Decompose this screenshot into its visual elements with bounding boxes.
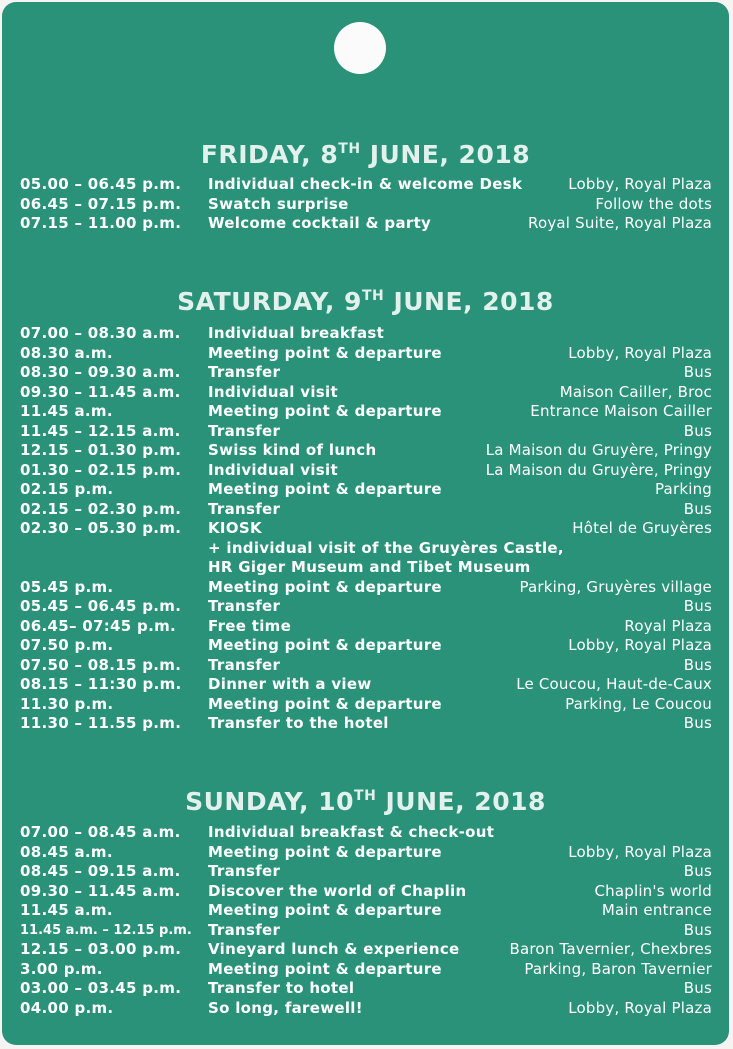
schedule-row xyxy=(20,383,712,403)
row-location: Lobby, Royal Plaza xyxy=(568,343,712,362)
row-activity: Individual visit xyxy=(208,382,338,401)
row-activity: Meeting point & departure xyxy=(208,636,442,654)
row-time: 09.30 – 11.45 a.m. xyxy=(20,382,181,401)
row-location: Parking, Le Coucou xyxy=(565,694,712,713)
schedule-row xyxy=(20,578,712,598)
schedule-row xyxy=(20,714,712,734)
row-location: Bus xyxy=(683,979,712,997)
row-time: 01.30 – 02.15 p.m. xyxy=(20,460,182,479)
schedule-row xyxy=(20,500,712,520)
row-activity: Free time xyxy=(208,616,292,635)
row-time: 07.00 – 08.30 a.m. xyxy=(20,324,181,342)
schedule-row xyxy=(20,823,712,843)
row-activity: Meeting point & departure xyxy=(208,343,442,362)
schedule-row xyxy=(20,363,712,383)
schedule-row xyxy=(20,344,712,364)
row-location: Bus xyxy=(683,363,712,381)
row-time: 08.45 – 09.15 a.m. xyxy=(20,862,181,880)
row-location: La Maison du Gruyère, Pringy xyxy=(485,441,712,459)
row-time: 08.30 – 09.30 a.m. xyxy=(20,363,181,381)
schedule-row xyxy=(20,979,712,999)
row-activity: Transfer to hotel xyxy=(208,979,355,997)
schedule-row xyxy=(20,539,712,559)
schedule-card xyxy=(2,2,729,1045)
row-activity: Individual breakfast xyxy=(208,324,385,342)
row-time: 08.45 a.m. xyxy=(20,842,113,861)
schedule-friday xyxy=(20,175,712,234)
row-location: Bus xyxy=(683,597,712,615)
row-location: Royal Suite, Royal Plaza xyxy=(528,214,712,232)
row-location: Parking, Gruyères village xyxy=(519,577,712,596)
day-title-friday: FRIDAY, 8TH JUNE, 2018 xyxy=(200,140,531,169)
row-activity: Transfer xyxy=(208,363,281,381)
row-activity: Transfer xyxy=(208,597,281,615)
schedule-row xyxy=(20,597,712,617)
row-activity: Transfer xyxy=(208,920,281,939)
schedule-row xyxy=(20,940,712,960)
row-time: 02.15 p.m. xyxy=(20,480,114,498)
row-activity: Individual breakfast & check-out xyxy=(208,823,495,841)
day-title-saturday: SATURDAY, 9TH JUNE, 2018 xyxy=(177,287,554,316)
schedule-row xyxy=(20,175,712,195)
row-activity: Transfer xyxy=(208,655,281,674)
schedule-row xyxy=(20,999,712,1019)
row-activity: Transfer xyxy=(208,421,281,440)
schedule-row xyxy=(20,862,712,882)
schedule-saturday xyxy=(20,324,712,734)
row-location: Follow the dots xyxy=(595,194,712,213)
row-time: 11.30 – 11.55 p.m. xyxy=(20,714,182,732)
row-location: Le Coucou, Haut-de-Caux xyxy=(516,675,712,693)
schedule-row xyxy=(20,324,712,344)
schedule-row xyxy=(20,882,712,902)
row-time: 07.50 – 08.15 p.m. xyxy=(20,655,182,674)
row-location: Parking, Baron Tavernier xyxy=(524,959,712,978)
schedule-row xyxy=(20,636,712,656)
row-time: 11.45 – 12.15 a.m. xyxy=(20,421,181,440)
row-activity: Meeting point & departure xyxy=(208,901,442,919)
schedule-sunday xyxy=(20,823,712,1018)
row-location: Entrance Maison Cailler xyxy=(530,402,712,420)
schedule-row xyxy=(20,480,712,500)
row-time: 08.15 – 11:30 p.m. xyxy=(20,675,182,693)
schedule-row xyxy=(20,461,712,481)
row-location: Maison Cailler, Broc xyxy=(559,382,712,401)
schedule-row xyxy=(20,519,712,539)
row-time: 11.45 a.m. xyxy=(20,901,113,919)
row-location: Lobby, Royal Plaza xyxy=(568,636,712,654)
schedule-row xyxy=(20,843,712,863)
row-activity: Vineyard lunch & experience xyxy=(208,940,460,958)
row-activity: Meeting point & departure xyxy=(208,480,442,498)
row-location: Lobby, Royal Plaza xyxy=(568,842,712,861)
schedule-row xyxy=(20,214,712,234)
row-location: Lobby, Royal Plaza xyxy=(568,998,712,1017)
row-location: Lobby, Royal Plaza xyxy=(568,175,712,193)
schedule-row xyxy=(20,402,712,422)
row-activity: Meeting point & departure xyxy=(208,959,442,978)
day-title-sunday: SUNDAY, 10TH JUNE, 2018 xyxy=(185,787,546,816)
schedule-row xyxy=(20,617,712,637)
row-time: 12.15 – 03.00 p.m. xyxy=(20,940,182,958)
schedule-row xyxy=(20,195,712,215)
row-location: Royal Plaza xyxy=(624,616,712,635)
row-time: 07.00 – 08.45 a.m. xyxy=(20,823,181,841)
row-time: 3.00 p.m. xyxy=(20,959,103,978)
row-activity: Transfer xyxy=(208,499,281,518)
row-time: 02.30 – 05.30 p.m. xyxy=(20,519,182,537)
row-activity: Welcome cocktail & party xyxy=(208,214,432,232)
row-activity: Discover the world of Chaplin xyxy=(208,881,467,900)
schedule-row xyxy=(20,656,712,676)
row-activity: Meeting point & departure xyxy=(208,577,442,596)
schedule-row xyxy=(20,960,712,980)
row-activity: So long, farewell! xyxy=(208,998,363,1017)
schedule-row xyxy=(20,558,712,578)
row-location: Chaplin's world xyxy=(594,881,712,900)
row-time: 08.30 a.m. xyxy=(20,343,113,362)
schedule-row xyxy=(20,675,712,695)
row-time: 05.00 – 06.45 p.m. xyxy=(20,175,182,193)
row-time: 11.45 a.m. xyxy=(20,402,113,420)
row-location: Bus xyxy=(683,920,712,939)
row-time: 05.45 – 06.45 p.m. xyxy=(20,597,182,615)
row-activity: Swiss kind of lunch xyxy=(208,441,377,459)
row-activity: Transfer to the hotel xyxy=(208,714,389,732)
row-activity: Transfer xyxy=(208,862,281,880)
row-activity: Dinner with a view xyxy=(208,675,372,693)
row-time: 07.50 p.m. xyxy=(20,636,114,654)
schedule-row xyxy=(20,422,712,442)
row-time: 12.15 – 01.30 p.m. xyxy=(20,441,182,459)
row-activity: Swatch surprise xyxy=(208,194,349,213)
row-location: Hôtel de Gruyères xyxy=(572,519,712,537)
row-time: 03.00 – 03.45 p.m. xyxy=(20,979,182,997)
row-time: 04.00 p.m. xyxy=(20,998,114,1017)
row-location: Bus xyxy=(683,421,712,440)
row-time: 11.30 p.m. xyxy=(20,694,114,713)
row-location: Bus xyxy=(683,499,712,518)
row-activity: + individual visit of the Gruyères Castle, xyxy=(208,538,564,557)
row-location: Parking xyxy=(654,480,712,498)
row-activity: Meeting point & departure xyxy=(208,694,442,713)
row-location: Bus xyxy=(683,655,712,674)
row-time: 06.45– 07:45 p.m. xyxy=(20,616,177,635)
punch-hole xyxy=(334,22,386,74)
row-activity: KIOSK xyxy=(208,519,262,537)
row-location: Baron Tavernier, Chexbres xyxy=(509,940,712,958)
schedule-row xyxy=(20,695,712,715)
row-location: Bus xyxy=(683,714,712,732)
row-activity: Meeting point & departure xyxy=(208,402,442,420)
row-location: Main entrance xyxy=(601,901,712,919)
schedule-row xyxy=(20,901,712,921)
row-time: 05.45 p.m. xyxy=(20,577,114,596)
row-time: 02.15 – 02.30 p.m. xyxy=(20,499,182,518)
row-location: Bus xyxy=(683,862,712,880)
row-activity: Meeting point & departure xyxy=(208,842,442,861)
row-activity: HR Giger Museum and Tibet Museum xyxy=(208,558,531,576)
row-time: 07.15 – 11.00 p.m. xyxy=(20,214,182,232)
row-time: 09.30 – 11.45 a.m. xyxy=(20,881,181,900)
row-location: La Maison du Gruyère, Pringy xyxy=(485,460,712,479)
row-activity: Individual visit xyxy=(208,460,338,479)
row-time: 06.45 – 07.15 p.m. xyxy=(20,194,182,213)
schedule-row xyxy=(20,921,712,941)
row-time: 11.45 a.m. – 12.15 p.m. xyxy=(20,922,192,938)
schedule-row xyxy=(20,441,712,461)
row-activity: Individual check-in & welcome Desk xyxy=(208,175,523,193)
